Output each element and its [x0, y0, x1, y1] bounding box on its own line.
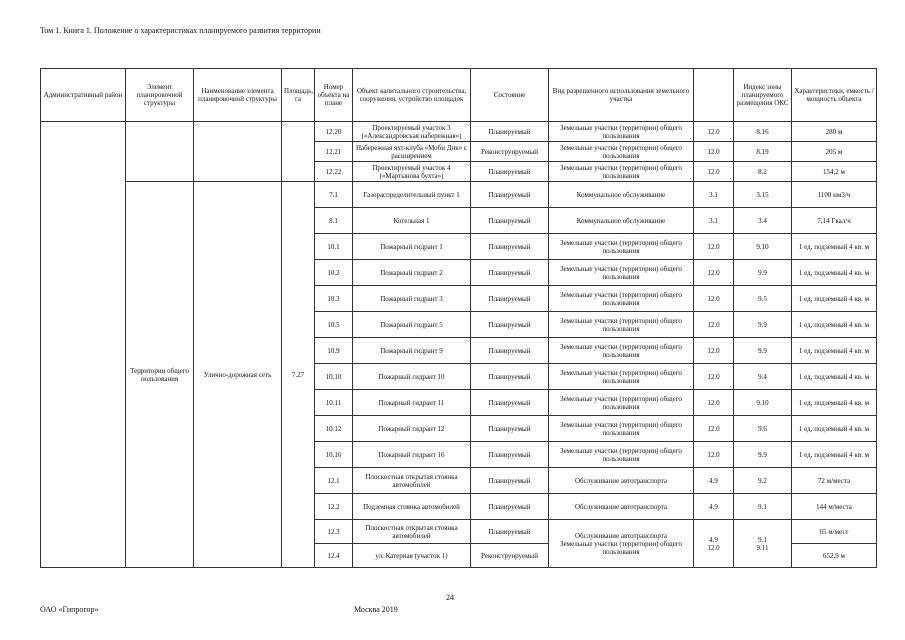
zone-index: 9.10	[734, 234, 792, 260]
zone-index: 9.5	[734, 286, 792, 312]
structure-name-cell: Улично-дорожная сеть	[194, 182, 282, 568]
object-number: 10.9	[315, 338, 353, 364]
object-state: Планируемый	[471, 208, 549, 234]
page-header: Том 1. Книга 1. Положение о характеристиках планируемого развития территории	[40, 26, 321, 35]
column-header: Индекс зоны планируемого размещения ОКС	[734, 69, 792, 122]
land-use-code: 12.0	[694, 142, 734, 162]
structure-element-cell: Территории общего пользования	[126, 182, 194, 568]
object-number: 10.16	[315, 442, 353, 468]
table-row	[41, 182, 877, 208]
land-use-code: 12.0	[694, 390, 734, 416]
object-state: Планируемый	[471, 162, 549, 182]
object-name: Проектируемый участок 3 («Александровская набережная»)	[353, 122, 471, 142]
table-row	[41, 122, 877, 142]
object-state: Планируемый	[471, 286, 549, 312]
object-state: Планируемый	[471, 494, 549, 520]
capacity: 1 ед, подземный 4 кв. м	[792, 364, 877, 390]
land-use: Земельные участки (территории) общего пользования	[549, 234, 694, 260]
capacity: 652,9 м	[792, 544, 877, 568]
object-state: Планируемый	[471, 182, 549, 208]
land-use-code: 12.0	[694, 312, 734, 338]
zone-index: 9.10	[734, 390, 792, 416]
land-use-code: 12.0	[694, 286, 734, 312]
capacity: 144 м/места	[792, 494, 877, 520]
capacity: 1 ед, подземный 4 кв. м	[792, 442, 877, 468]
land-use-code: 12.0	[694, 122, 734, 142]
page-number: 24	[446, 593, 454, 602]
land-use: Земельные участки (территории) общего пользования	[549, 122, 694, 142]
column-header	[694, 69, 734, 122]
land-use: Земельные участки (территории) общего пользования	[549, 260, 694, 286]
object-state: Планируемый	[471, 442, 549, 468]
land-use: Земельные участки (территории) общего пользования	[549, 162, 694, 182]
object-state: Планируемый	[471, 338, 549, 364]
capacity: 1 ед, подземный 4 кв. м	[792, 390, 877, 416]
object-number: 10.3	[315, 286, 353, 312]
object-name: Плоскостная открытая стоянка автомобилей	[353, 468, 471, 494]
capacity: 1 ед, подземный 4 кв. м	[792, 260, 877, 286]
zone-index: 3.4	[734, 208, 792, 234]
object-number: 12.21	[315, 142, 353, 162]
capacity: 72 м/места	[792, 468, 877, 494]
object-name: Подземная стоянка автомобилей	[353, 494, 471, 520]
land-use	[549, 520, 694, 568]
zone-index	[734, 520, 792, 568]
column-header: Объект капитального строительства, сооружения, устройство площадок	[353, 69, 471, 122]
land-use: Земельные участки (территории) общего пользования	[549, 390, 694, 416]
zone-index: 9.6	[734, 416, 792, 442]
land-use: Обслуживание автотранспорта	[549, 494, 694, 520]
land-use-code: 12.0	[694, 442, 734, 468]
object-number: 12.2	[315, 494, 353, 520]
object-number: 7.1	[315, 182, 353, 208]
object-name: Пожарный гидрант 12	[353, 416, 471, 442]
zone-index: 8.2	[734, 162, 792, 182]
column-header: Состояние	[471, 69, 549, 122]
land-use-code: 4.9	[694, 468, 734, 494]
object-number: 10.11	[315, 390, 353, 416]
object-state: Планируемый	[471, 416, 549, 442]
object-state: Планируемый	[471, 390, 549, 416]
footer-city-year: Москва 2019	[354, 605, 398, 614]
land-use-code: 12.0	[694, 234, 734, 260]
object-name: Газораспределительный пункт 1	[353, 182, 471, 208]
land-use-code-line: 4.9	[709, 535, 718, 544]
object-number: 8.1	[315, 208, 353, 234]
structure-element-cell	[126, 122, 194, 182]
object-number: 10.2	[315, 260, 353, 286]
object-name: Пожарный гидрант 1	[353, 234, 471, 260]
land-use-line: Обслуживание автотранспорта	[575, 531, 667, 540]
object-number: 12.22	[315, 162, 353, 182]
capacity: 1100 нм3/ч	[792, 182, 877, 208]
capacity: 65 м/мест	[792, 520, 877, 544]
structure-name-cell	[194, 122, 282, 182]
object-name: Пожарный гидрант 5	[353, 312, 471, 338]
zone-index: 9.9	[734, 260, 792, 286]
zone-index: 3.15	[734, 182, 792, 208]
land-use: Обслуживание автотранспорта	[549, 468, 694, 494]
object-name: Пожарный гидрант 10	[353, 364, 471, 390]
capacity: 1 ед, подземный 4 кв. м	[792, 416, 877, 442]
land-use: Земельные участки (территории) общего пользования	[549, 312, 694, 338]
land-use: Земельные участки (территории) общего пользования	[549, 442, 694, 468]
zone-index-line: 9.11	[756, 543, 769, 552]
object-number: 10.1	[315, 234, 353, 260]
object-number: 10.10	[315, 364, 353, 390]
land-use: Коммунальное обслуживание	[549, 208, 694, 234]
district-cell	[41, 122, 126, 568]
column-header: Площадь, га	[282, 69, 315, 122]
object-number: 12.1	[315, 468, 353, 494]
zone-index-line: 9.1	[758, 535, 767, 544]
capacity: 280 м	[792, 122, 877, 142]
object-name: Пожарный гидрант 9	[353, 338, 471, 364]
object-state: Планируемый	[471, 364, 549, 390]
objects-table	[40, 68, 877, 568]
zone-index: 8.19	[734, 142, 792, 162]
column-header: Наименование элемента планировочной структуры	[194, 69, 282, 122]
land-use-code: 12.0	[694, 338, 734, 364]
object-name: Проектируемый участок 4 («Мартынова бухта»)	[353, 162, 471, 182]
land-use-code: 12.0	[694, 162, 734, 182]
column-header: Характеристики, емкость / мощность объекта	[792, 69, 877, 122]
capacity: 7,14 Гкал/ч	[792, 208, 877, 234]
object-state: Планируемый	[471, 312, 549, 338]
object-number: 12.20	[315, 122, 353, 142]
object-name: ул. Катерная (участок 1)	[353, 544, 471, 568]
object-state: Планируемый	[471, 260, 549, 286]
land-use-code: 3.1	[694, 208, 734, 234]
land-use-code: 12.0	[694, 416, 734, 442]
capacity: 154,2 м	[792, 162, 877, 182]
land-use-code: 12.0	[694, 364, 734, 390]
land-use: Земельные участки (территории) общего пользования	[549, 416, 694, 442]
area-cell	[282, 122, 315, 182]
object-state: Планируемый	[471, 520, 549, 544]
land-use-line: Земельные участки (территории) общего пользования	[560, 539, 682, 556]
footer-organization: ОАО «Гипрогор»	[40, 605, 99, 614]
table-header-row	[41, 69, 877, 122]
column-header: Административный район	[41, 69, 126, 122]
object-number: 10.5	[315, 312, 353, 338]
object-number: 12.3	[315, 520, 353, 544]
object-name: Пожарный гидрант 16	[353, 442, 471, 468]
land-use: Земельные участки (территории) общего пользования	[549, 364, 694, 390]
object-number: 10.12	[315, 416, 353, 442]
column-header: Вид разрешенного использования земельного участка	[549, 69, 694, 122]
land-use: Земельные участки (территории) общего пользования	[549, 142, 694, 162]
object-state: Реконструируемый	[471, 142, 549, 162]
capacity: 1 ед, подземный 4 кв. м	[792, 312, 877, 338]
land-use: Коммунальное обслуживание	[549, 182, 694, 208]
land-use-code: 3.1	[694, 182, 734, 208]
capacity: 205 м	[792, 142, 877, 162]
object-state: Реконструируемый	[471, 544, 549, 568]
zone-index: 9.1	[734, 494, 792, 520]
object-state: Планируемый	[471, 234, 549, 260]
capacity: 1 ед, подземный 4 кв. м	[792, 234, 877, 260]
object-name: Пожарный гидрант 3	[353, 286, 471, 312]
capacity: 1 ед, подземный 4 кв. м	[792, 286, 877, 312]
zone-index: 9.9	[734, 338, 792, 364]
land-use-code: 4.9	[694, 494, 734, 520]
land-use: Земельные участки (территории) общего пользования	[549, 338, 694, 364]
land-use-code	[694, 520, 734, 568]
zone-index: 8.16	[734, 122, 792, 142]
object-name: Пожарный гидрант 2	[353, 260, 471, 286]
land-use-code: 12.0	[694, 260, 734, 286]
zone-index: 9.2	[734, 468, 792, 494]
land-use: Земельные участки (территории) общего пользования	[549, 286, 694, 312]
object-name: Плоскостная открытая стоянка автомобилей	[353, 520, 471, 544]
object-state: Планируемый	[471, 122, 549, 142]
object-number: 12.4	[315, 544, 353, 568]
object-state: Планируемый	[471, 468, 549, 494]
zone-index: 9.4	[734, 364, 792, 390]
capacity: 1 ед, подземный 4 кв. м	[792, 338, 877, 364]
zone-index: 9.9	[734, 312, 792, 338]
zone-index: 9.9	[734, 442, 792, 468]
area-cell: 7.27	[282, 182, 315, 568]
object-name: Котельная 1	[353, 208, 471, 234]
land-use-code-line: 12.0	[707, 543, 720, 552]
column-header: Номер объекта на плане	[315, 69, 353, 122]
object-name: Набережная яхт-клуба «Моби Дик» с расширением	[353, 142, 471, 162]
object-name: Пожарный гидрант 11	[353, 390, 471, 416]
column-header: Элемент планировочной структуры	[126, 69, 194, 122]
